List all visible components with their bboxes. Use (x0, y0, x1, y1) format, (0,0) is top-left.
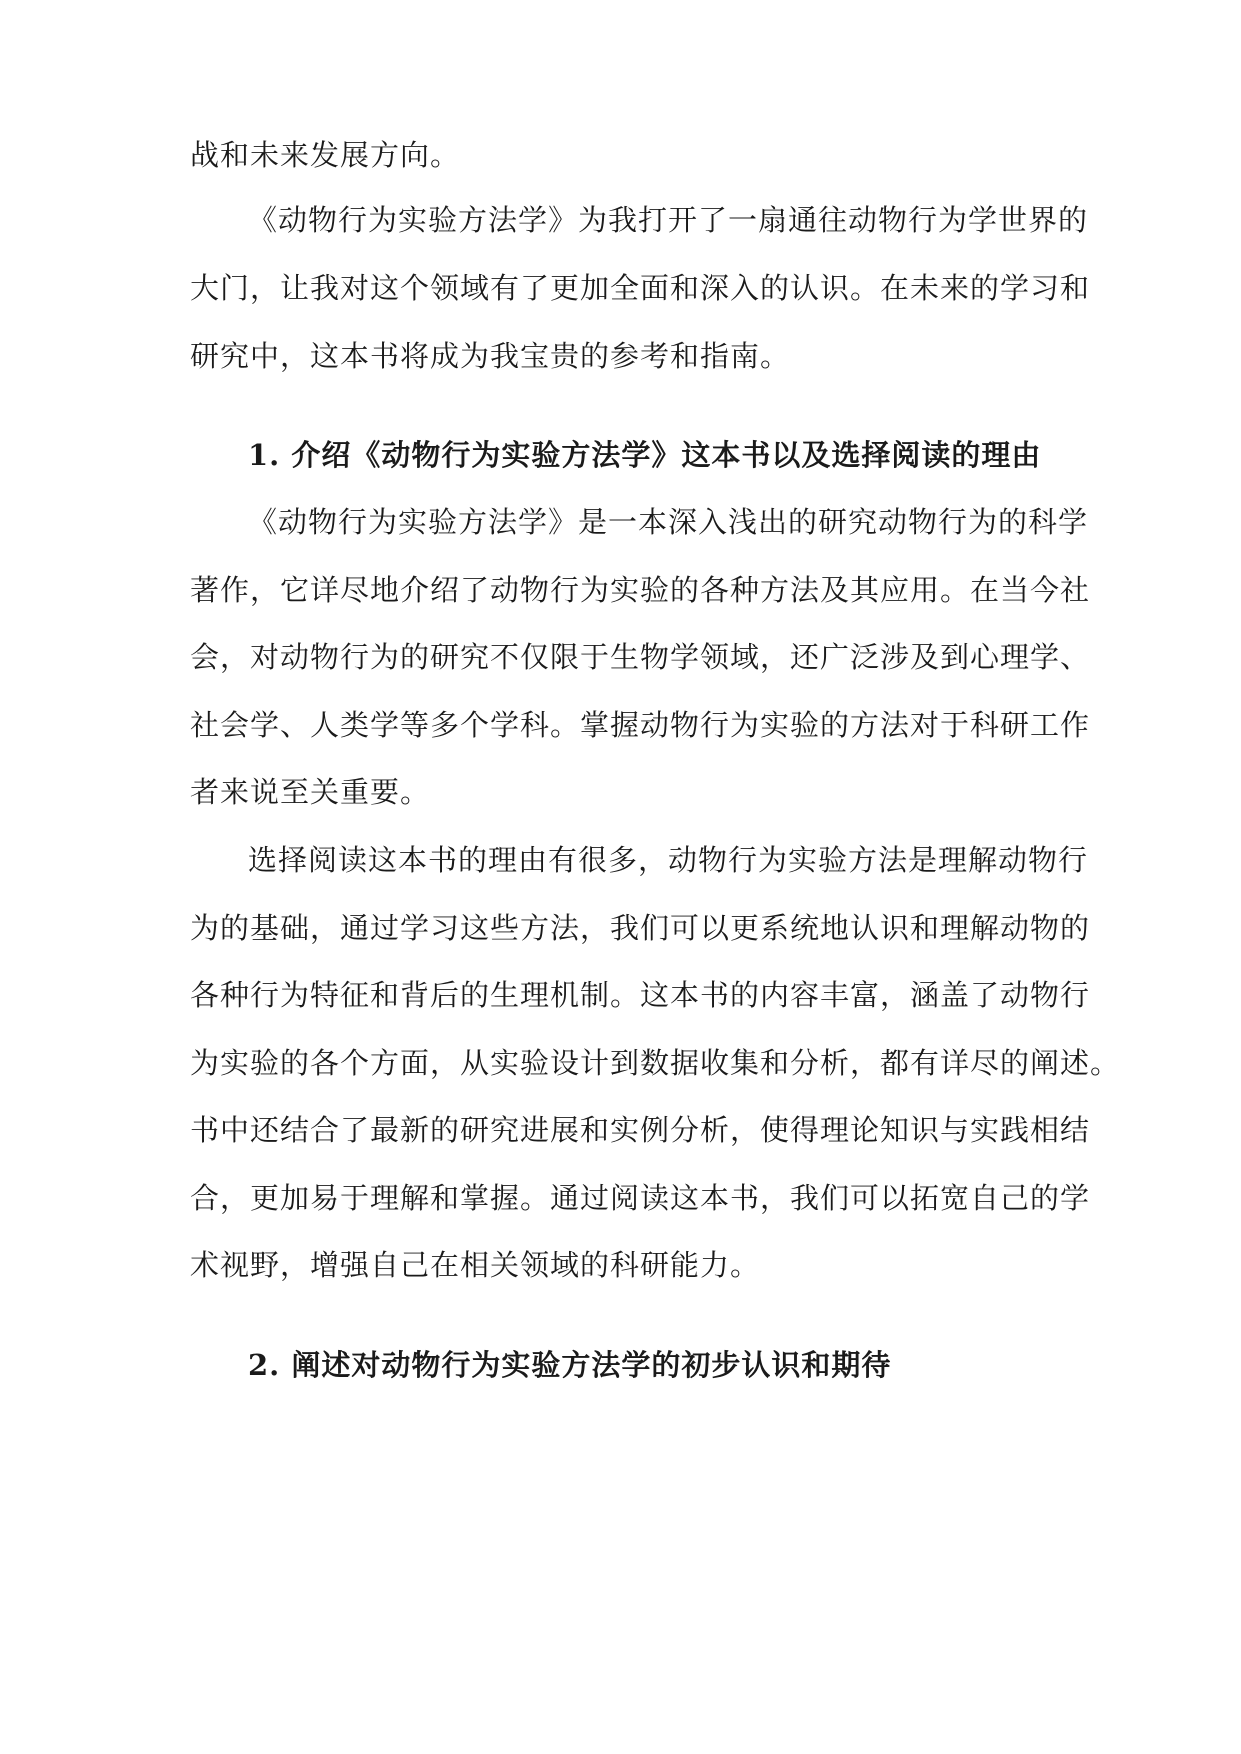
paragraph-2-line-4: 者来说至关重要。 (190, 775, 431, 809)
paragraph-3-line-6: 术视野，增强自己在相关领域的科研能力。 (190, 1248, 761, 1282)
paragraph-2-line-3: 社会学、人类学等多个学科。掌握动物行为实验的方法对于科研工作 (190, 708, 1091, 742)
paragraph-2-line-2: 会，对动物行为的研究不仅限于生物学领域，还广泛涉及到心理学、 (190, 640, 1091, 674)
paragraph-2-line-1: 著作，它详尽地介绍了动物行为实验的各种方法及其应用。在当今社 (190, 573, 1091, 607)
paragraph-3-line-4: 书中还结合了最新的研究进展和实例分析，使得理论知识与实践相结 (190, 1113, 1091, 1147)
section-heading-2: 2. 阐述对动物行为实验方法学的初步认识和期待 (248, 1348, 892, 1382)
paragraph-3-line-5: 合，更加易于理解和掌握。通过阅读这本书，我们可以拓宽自己的学 (190, 1181, 1091, 1215)
paragraph-0-line-0: 战和未来发展方向。 (190, 138, 461, 172)
paragraph-3-line-0: 选择阅读这本书的理由有很多，动物行为实验方法是理解动物行 (248, 843, 1089, 877)
paragraph-1-line-2: 研究中，这本书将成为我宝贵的参考和指南。 (190, 339, 791, 373)
paragraph-3-line-1: 为的基础，通过学习这些方法，我们可以更系统地认识和理解动物的 (190, 911, 1091, 945)
section-heading-1: 1. 介绍《动物行为实验方法学》这本书以及选择阅读的理由 (248, 438, 1042, 472)
paragraph-3-line-3: 为实验的各个方面，从实验设计到数据收集和分析，都有详尽的阐述。 (190, 1046, 1121, 1080)
paragraph-1-line-0: 《动物行为实验方法学》为我打开了一扇通往动物行为学世界的 (248, 203, 1089, 237)
paragraph-2-line-0: 《动物行为实验方法学》是一本深入浅出的研究动物行为的科学 (248, 505, 1089, 539)
paragraph-1-line-1: 大门，让我对这个领域有了更加全面和深入的认识。在未来的学习和 (190, 271, 1091, 305)
paragraph-3-line-2: 各种行为特征和背后的生理机制。这本书的内容丰富，涵盖了动物行 (190, 978, 1091, 1012)
